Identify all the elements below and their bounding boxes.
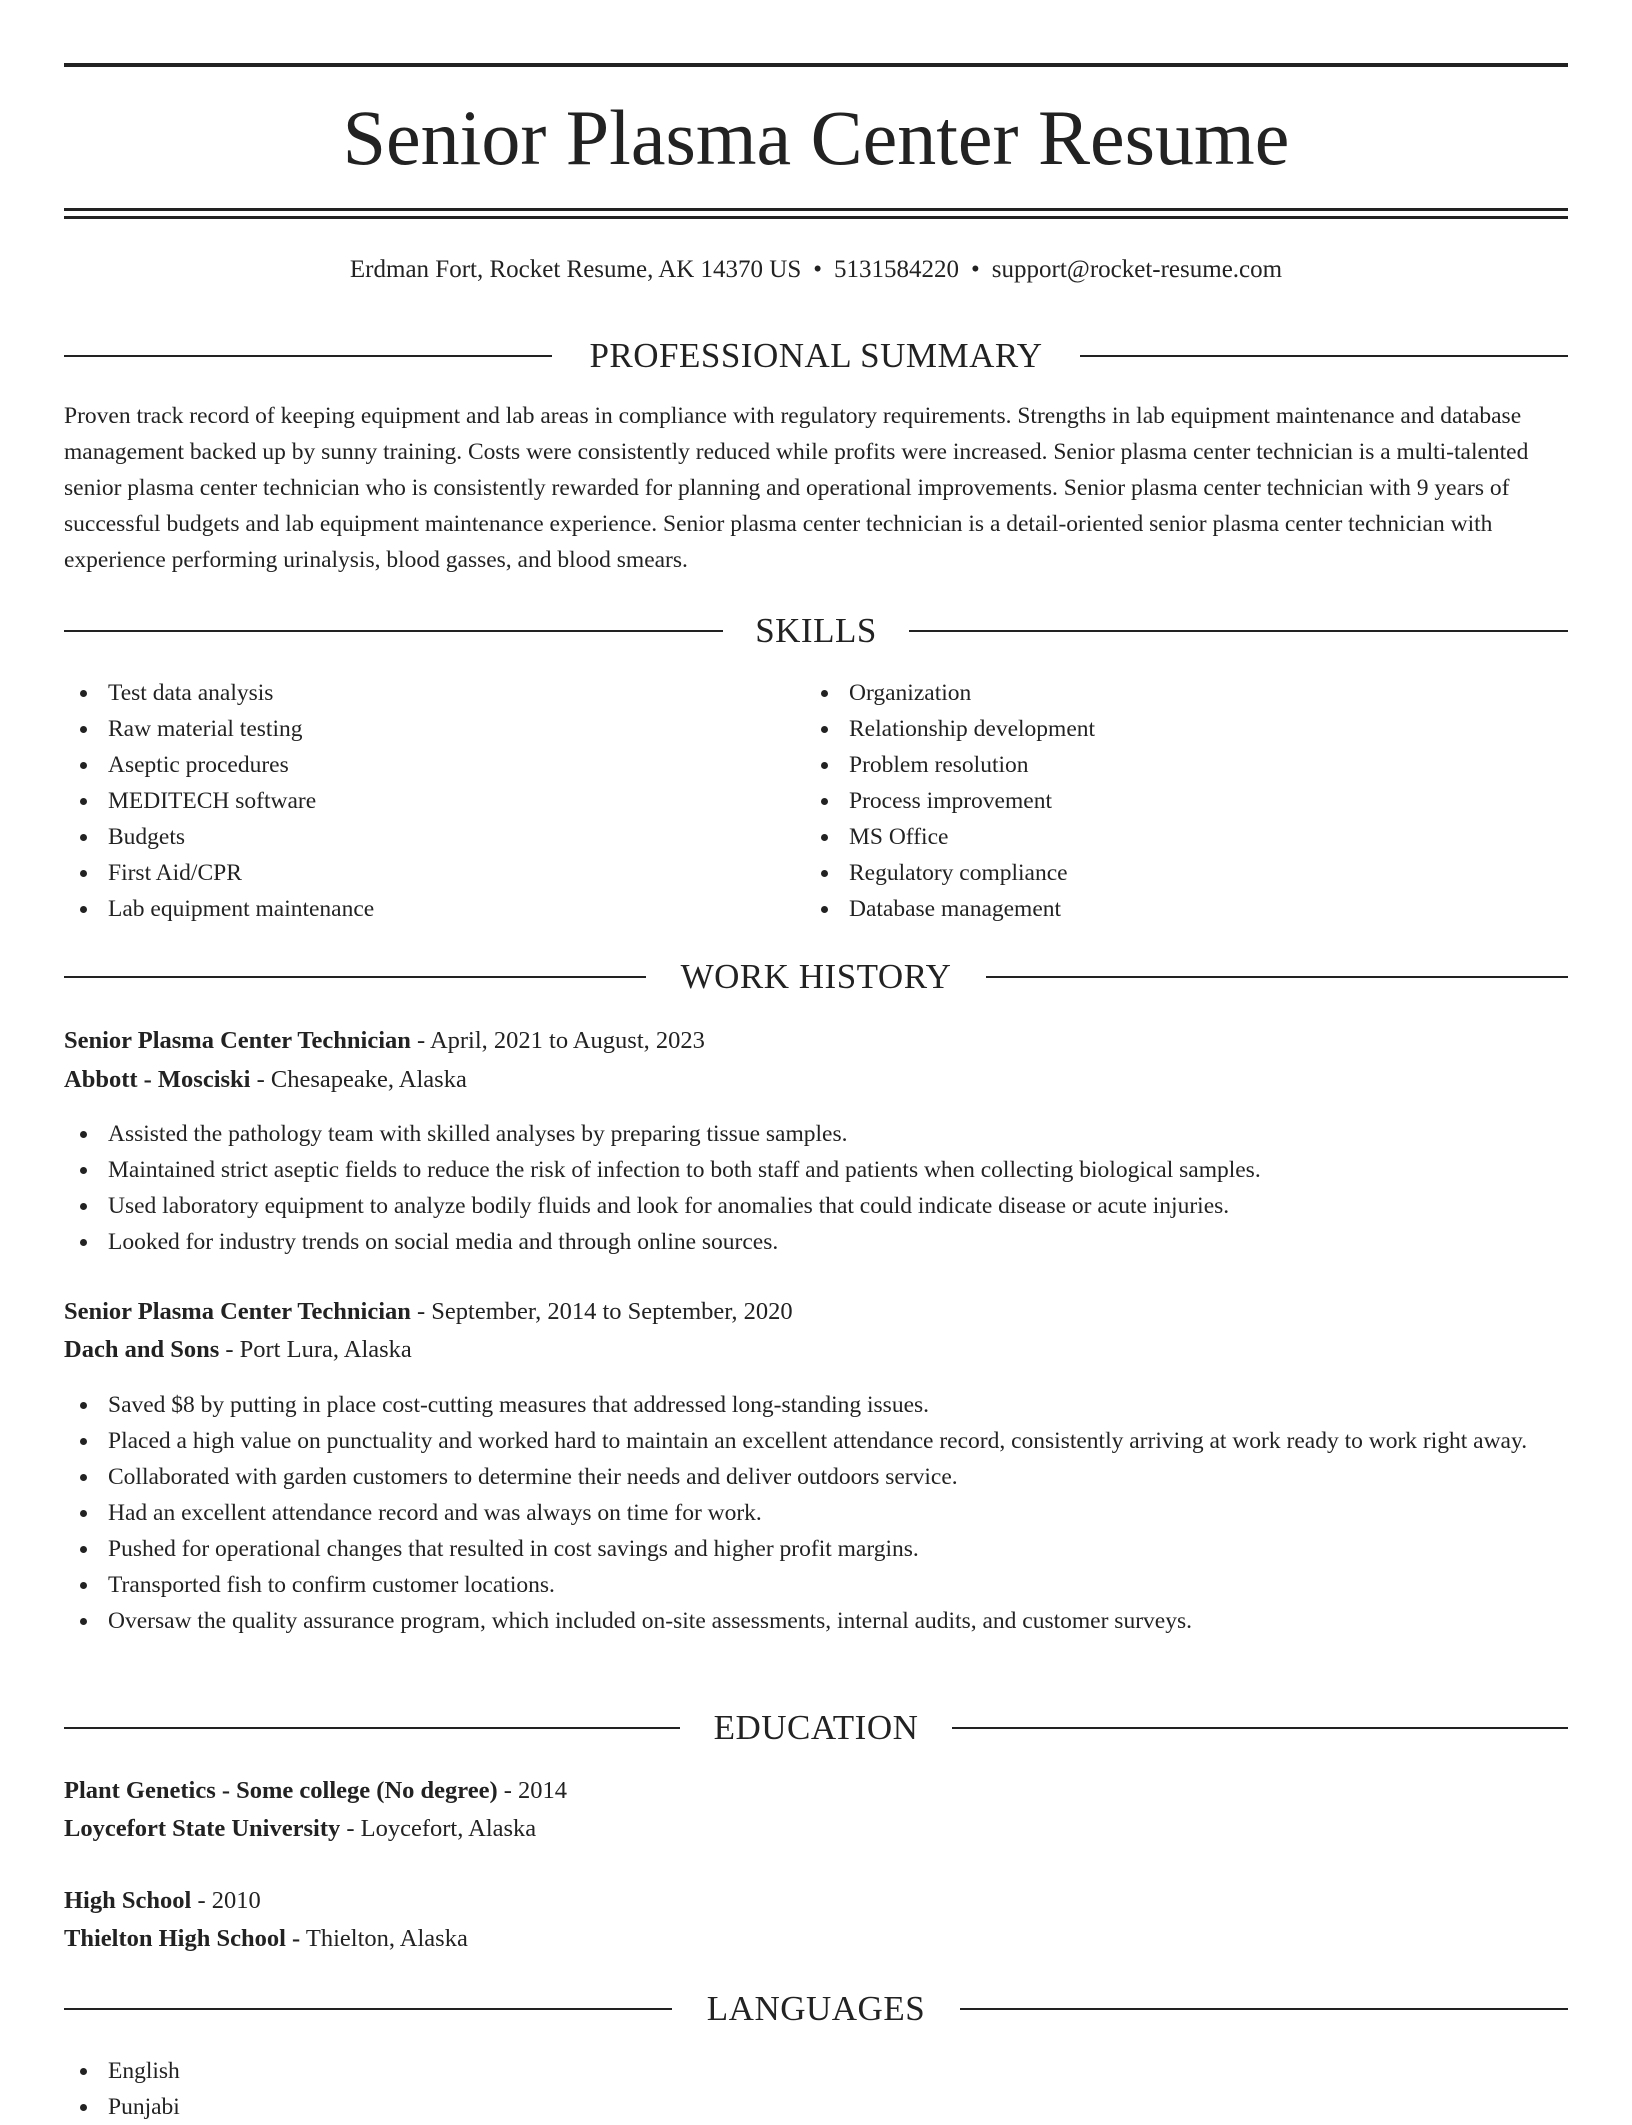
section-title-work: WORK HISTORY (680, 957, 952, 996)
contact-email: support@rocket-resume.com (991, 256, 1283, 283)
skill-item: MEDITECH software (64, 783, 804, 819)
job-company-line (64, 1061, 1568, 1099)
languages-list (64, 2053, 804, 2125)
education-location: - Loycefort, Alaska (340, 1815, 537, 1842)
job-dates: - September, 2014 to September, 2020 (410, 1298, 793, 1325)
skill-item: First Aid/CPR (64, 855, 804, 891)
skill-item: Organization (805, 675, 1565, 711)
job-duty-item: Maintained strict aseptic fields to reduce the risk of infection to both staff and patients when collecting biological samples. (64, 1152, 1568, 1188)
title-rule-upper (64, 208, 1568, 211)
section-header-summary (64, 334, 1568, 378)
contact-address: Erdman Fort, Rocket Resume, AK 14370 US (349, 256, 802, 283)
education-degree: Plant Genetics - Some college (No degree) (64, 1777, 498, 1804)
contact-separator: • (971, 256, 980, 283)
section-header-work (64, 955, 1568, 999)
job-duty-item: Placed a high value on punctuality and worked hard to maintain an excellent attendance record, consistently arriving at work ready to work right away. (64, 1423, 1568, 1459)
job-location: - Port Lura, Alaska (219, 1336, 412, 1363)
education-school-line (64, 1920, 1568, 1958)
job-duty-item: Saved $8 by putting in place cost-cutting measures that addressed long-standing issues. (64, 1387, 1568, 1423)
skill-item: Test data analysis (64, 675, 804, 711)
contact-separator: • (813, 256, 823, 283)
job-duty-item: Had an excellent attendance record and was always on time for work. (64, 1495, 1568, 1531)
skill-item: Budgets (64, 819, 804, 855)
skills-list-left (64, 675, 804, 927)
job-duties-list (64, 1116, 1568, 1260)
top-rule (64, 63, 1568, 67)
education-location: Thielton, Alaska (300, 1925, 468, 1952)
education-school: Thielton High School - (64, 1925, 301, 1952)
job-title: Senior Plasma Center Technician (64, 1298, 411, 1325)
education-school-line (64, 1810, 1568, 1848)
skill-item: Raw material testing (64, 711, 804, 747)
job-duty-item: Transported fish to confirm customer locations. (64, 1567, 1568, 1603)
education-degree-line (64, 1882, 1568, 1920)
skill-item: Problem resolution (805, 747, 1565, 783)
education-year: - 2010 (191, 1887, 261, 1914)
contact-line (64, 252, 1568, 288)
job-duty-item: Assisted the pathology team with skilled analyses by preparing tissue samples. (64, 1116, 1568, 1152)
contact-phone: 5131584220 (834, 256, 960, 283)
job-duty-item: Looked for industry trends on social media and through online sources. (64, 1224, 1568, 1260)
summary-paragraph: Proven track record of keeping equipment and lab areas in compliance with regulatory requirements. Strengths in lab equipment maintenance and database management backed up by sunny training. Costs were consistently reduced while profits were increased. Senior plasma center technician is a multi-talented senior plasma center technician who is consistently rewarded for planning and operational improvements. Senior plasma center technician with 9 years of successful budgets and lab equipment maintenance experience. Senior plasma center technician is a detail-oriented senior plasma center technician with experience performing urinalysis, blood gasses, and blood smears. (64, 403, 1529, 573)
skill-item: Process improvement (805, 783, 1565, 819)
job-company: Dach and Sons (64, 1336, 220, 1363)
job-company-line (64, 1331, 1568, 1369)
job-duty-item: Collaborated with garden customers to determine their needs and deliver outdoors service. (64, 1459, 1568, 1495)
language-item: English (64, 2053, 804, 2089)
skill-item: Database management (805, 891, 1565, 927)
section-title-education: EDUCATION (713, 1708, 919, 1747)
education-school: Loycefort State University (64, 1815, 341, 1842)
language-item: Punjabi (64, 2089, 804, 2125)
skill-item: Relationship development (805, 711, 1565, 747)
job-company: Abbott - Mosciski (64, 1066, 251, 1093)
job-dates: - April, 2021 to August, 2023 (410, 1027, 705, 1054)
resume-title: Senior Plasma Center Resume (342, 94, 1290, 181)
job-title-line (64, 1022, 1568, 1060)
education-degree-line (64, 1772, 1568, 1810)
section-header-languages (64, 1987, 1568, 2031)
skill-item: Regulatory compliance (805, 855, 1565, 891)
skills-list-right (805, 675, 1565, 927)
skill-item: MS Office (805, 819, 1565, 855)
section-header-education (64, 1706, 1568, 1750)
section-title-languages: LANGUAGES (706, 1989, 926, 2028)
skill-item: Lab equipment maintenance (64, 891, 804, 927)
job-title: Senior Plasma Center Technician (64, 1027, 411, 1054)
education-year: - 2014 (497, 1777, 568, 1804)
job-duty-item: Oversaw the quality assurance program, which included on-site assessments, internal audits, and customer surveys. (64, 1603, 1568, 1639)
job-duties-list (64, 1387, 1568, 1639)
title-rule-lower (64, 216, 1568, 219)
education-degree: High School (64, 1887, 192, 1914)
job-location: - Chesapeake, Alaska (250, 1066, 467, 1093)
section-header-skills (64, 609, 1568, 653)
skill-item: Aseptic procedures (64, 747, 804, 783)
job-duty-item: Used laboratory equipment to analyze bodily fluids and look for anomalies that could indicate disease or acute injuries. (64, 1188, 1568, 1224)
job-duty-item: Pushed for operational changes that resulted in cost savings and higher profit margins. (64, 1531, 1568, 1567)
job-title-line (64, 1293, 1568, 1331)
section-title-summary: PROFESSIONAL SUMMARY (589, 336, 1043, 375)
section-title-skills: SKILLS (755, 611, 877, 650)
